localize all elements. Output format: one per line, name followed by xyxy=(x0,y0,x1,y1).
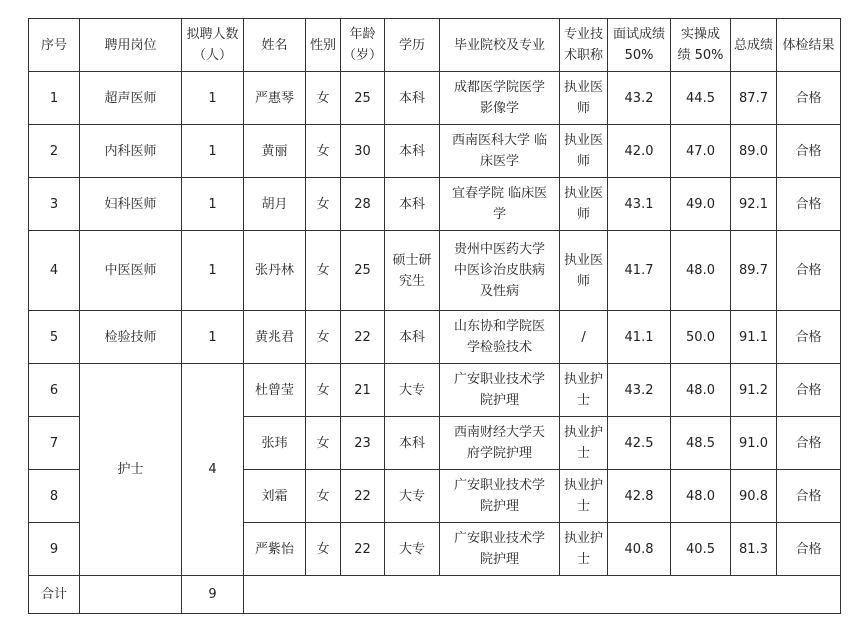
cell-gender: 女 xyxy=(306,364,341,417)
cell-name: 张玮 xyxy=(244,417,306,470)
cell-name: 张丹林 xyxy=(244,231,306,311)
cell-gender: 女 xyxy=(306,470,341,523)
cell-title: 执业医 师 xyxy=(560,125,608,178)
cell-education: 硕士研 究生 xyxy=(385,231,440,311)
header-name: 姓名 xyxy=(244,19,306,72)
cell-interview: 42.8 xyxy=(608,470,671,523)
cell-education: 大专 xyxy=(385,364,440,417)
cell-interview: 40.8 xyxy=(608,523,671,576)
header-school-major: 毕业院校及专业 xyxy=(440,19,560,72)
cell-name: 黄兆君 xyxy=(244,311,306,364)
cell-practical: 48.0 xyxy=(671,364,731,417)
cell-title: 执业医 师 xyxy=(560,178,608,231)
cell-title: 执业医 师 xyxy=(560,231,608,311)
cell-total: 92.1 xyxy=(731,178,777,231)
cell-gender: 女 xyxy=(306,178,341,231)
cell-education: 本科 xyxy=(385,178,440,231)
cell-quota: 1 xyxy=(182,125,244,178)
header-interview: 面试成绩 50% xyxy=(608,19,671,72)
cell-physical: 合格 xyxy=(777,178,841,231)
table-row xyxy=(29,178,841,231)
cell-total: 81.3 xyxy=(731,523,777,576)
cell-practical: 48.5 xyxy=(671,417,731,470)
cell-school-major: 广安职业技术学 院护理 xyxy=(440,364,560,417)
cell-physical: 合格 xyxy=(777,470,841,523)
cell-quota: 1 xyxy=(182,311,244,364)
total-row xyxy=(29,576,841,614)
cell-name: 刘霜 xyxy=(244,470,306,523)
cell-practical: 49.0 xyxy=(671,178,731,231)
cell-age: 30 xyxy=(341,125,385,178)
cell-school-major: 西南医科大学 临 床医学 xyxy=(440,125,560,178)
cell-gender: 女 xyxy=(306,523,341,576)
cell-age: 22 xyxy=(341,470,385,523)
table-row xyxy=(29,231,841,311)
cell-quota: 1 xyxy=(182,178,244,231)
cell-school-major: 成都医学院医学 影像学 xyxy=(440,72,560,125)
cell-title: 执业护 士 xyxy=(560,417,608,470)
header-gender: 性别 xyxy=(306,19,341,72)
cell-name: 严紫怡 xyxy=(244,523,306,576)
cell-seq: 6 xyxy=(29,364,80,417)
cell-name: 黄丽 xyxy=(244,125,306,178)
header-education: 学历 xyxy=(385,19,440,72)
cell-physical: 合格 xyxy=(777,231,841,311)
cell-interview: 41.1 xyxy=(608,311,671,364)
cell-gender: 女 xyxy=(306,72,341,125)
cell-title: 执业护 士 xyxy=(560,523,608,576)
cell-physical: 合格 xyxy=(777,364,841,417)
cell-total: 89.7 xyxy=(731,231,777,311)
table-row xyxy=(29,125,841,178)
cell-title: 执业护 士 xyxy=(560,364,608,417)
cell-age: 25 xyxy=(341,231,385,311)
cell-school-major: 贵州中医药大学 中医诊治皮肤病 及性病 xyxy=(440,231,560,311)
table-row xyxy=(29,311,841,364)
cell-position: 检验技师 xyxy=(80,311,182,364)
cell-school-major: 宜春学院 临床医 学 xyxy=(440,178,560,231)
cell-interview: 43.1 xyxy=(608,178,671,231)
header-row xyxy=(29,19,841,72)
cell-seq: 9 xyxy=(29,523,80,576)
cell-quota: 1 xyxy=(182,231,244,311)
hiring-results-table xyxy=(28,18,841,614)
table-body xyxy=(29,19,841,614)
cell-name: 杜曾莹 xyxy=(244,364,306,417)
cell-practical: 48.0 xyxy=(671,470,731,523)
cell-interview: 41.7 xyxy=(608,231,671,311)
total-quota: 9 xyxy=(182,576,244,614)
cell-age: 21 xyxy=(341,364,385,417)
cell-total: 91.0 xyxy=(731,417,777,470)
cell-seq: 4 xyxy=(29,231,80,311)
cell-name: 胡月 xyxy=(244,178,306,231)
cell-seq: 7 xyxy=(29,417,80,470)
cell-seq: 8 xyxy=(29,470,80,523)
cell-total: 90.8 xyxy=(731,470,777,523)
header-physical: 体检结果 xyxy=(777,19,841,72)
cell-age: 22 xyxy=(341,523,385,576)
total-label: 合计 xyxy=(29,576,80,614)
cell-total: 87.7 xyxy=(731,72,777,125)
cell-education: 本科 xyxy=(385,72,440,125)
cell-interview: 43.2 xyxy=(608,364,671,417)
cell-age: 28 xyxy=(341,178,385,231)
cell-position: 妇科医师 xyxy=(80,178,182,231)
cell-practical: 44.5 xyxy=(671,72,731,125)
cell-interview: 42.5 xyxy=(608,417,671,470)
header-position: 聘用岗位 xyxy=(80,19,182,72)
cell-position: 内科医师 xyxy=(80,125,182,178)
cell-quota: 1 xyxy=(182,72,244,125)
cell-interview: 42.0 xyxy=(608,125,671,178)
cell-school-major: 广安职业技术学 院护理 xyxy=(440,523,560,576)
cell-total: 91.2 xyxy=(731,364,777,417)
cell-title: / xyxy=(560,311,608,364)
header-seq: 序号 xyxy=(29,19,80,72)
cell-title: 执业医 师 xyxy=(560,72,608,125)
cell-education: 本科 xyxy=(385,311,440,364)
cell-physical: 合格 xyxy=(777,523,841,576)
cell-seq: 2 xyxy=(29,125,80,178)
header-title: 专业技 术职称 xyxy=(560,19,608,72)
cell-seq: 1 xyxy=(29,72,80,125)
empty-cell xyxy=(80,576,182,614)
cell-age: 23 xyxy=(341,417,385,470)
cell-position: 护士 xyxy=(80,364,182,576)
cell-seq: 5 xyxy=(29,311,80,364)
header-practical: 实操成 绩 50% xyxy=(671,19,731,72)
cell-interview: 43.2 xyxy=(608,72,671,125)
cell-gender: 女 xyxy=(306,311,341,364)
cell-gender: 女 xyxy=(306,417,341,470)
table-row xyxy=(29,364,841,417)
cell-gender: 女 xyxy=(306,125,341,178)
cell-age: 22 xyxy=(341,311,385,364)
cell-education: 大专 xyxy=(385,470,440,523)
header-total: 总成绩 xyxy=(731,19,777,72)
cell-seq: 3 xyxy=(29,178,80,231)
cell-physical: 合格 xyxy=(777,125,841,178)
header-age: 年龄 （岁） xyxy=(341,19,385,72)
cell-name: 严惠琴 xyxy=(244,72,306,125)
cell-age: 25 xyxy=(341,72,385,125)
cell-school-major: 西南财经大学天 府学院护理 xyxy=(440,417,560,470)
cell-total: 89.0 xyxy=(731,125,777,178)
cell-position: 中医医师 xyxy=(80,231,182,311)
empty-span-cell xyxy=(244,576,841,614)
cell-practical: 40.5 xyxy=(671,523,731,576)
cell-education: 本科 xyxy=(385,417,440,470)
cell-physical: 合格 xyxy=(777,417,841,470)
cell-position: 超声医师 xyxy=(80,72,182,125)
cell-quota: 4 xyxy=(182,364,244,576)
cell-total: 91.1 xyxy=(731,311,777,364)
cell-gender: 女 xyxy=(306,231,341,311)
cell-school-major: 广安职业技术学 院护理 xyxy=(440,470,560,523)
cell-practical: 47.0 xyxy=(671,125,731,178)
cell-education: 大专 xyxy=(385,523,440,576)
cell-title: 执业护 士 xyxy=(560,470,608,523)
table-row xyxy=(29,72,841,125)
cell-physical: 合格 xyxy=(777,311,841,364)
header-quota: 拟聘人数 （人） xyxy=(182,19,244,72)
cell-practical: 50.0 xyxy=(671,311,731,364)
cell-school-major: 山东协和学院医 学检验技术 xyxy=(440,311,560,364)
cell-physical: 合格 xyxy=(777,72,841,125)
cell-education: 本科 xyxy=(385,125,440,178)
cell-practical: 48.0 xyxy=(671,231,731,311)
